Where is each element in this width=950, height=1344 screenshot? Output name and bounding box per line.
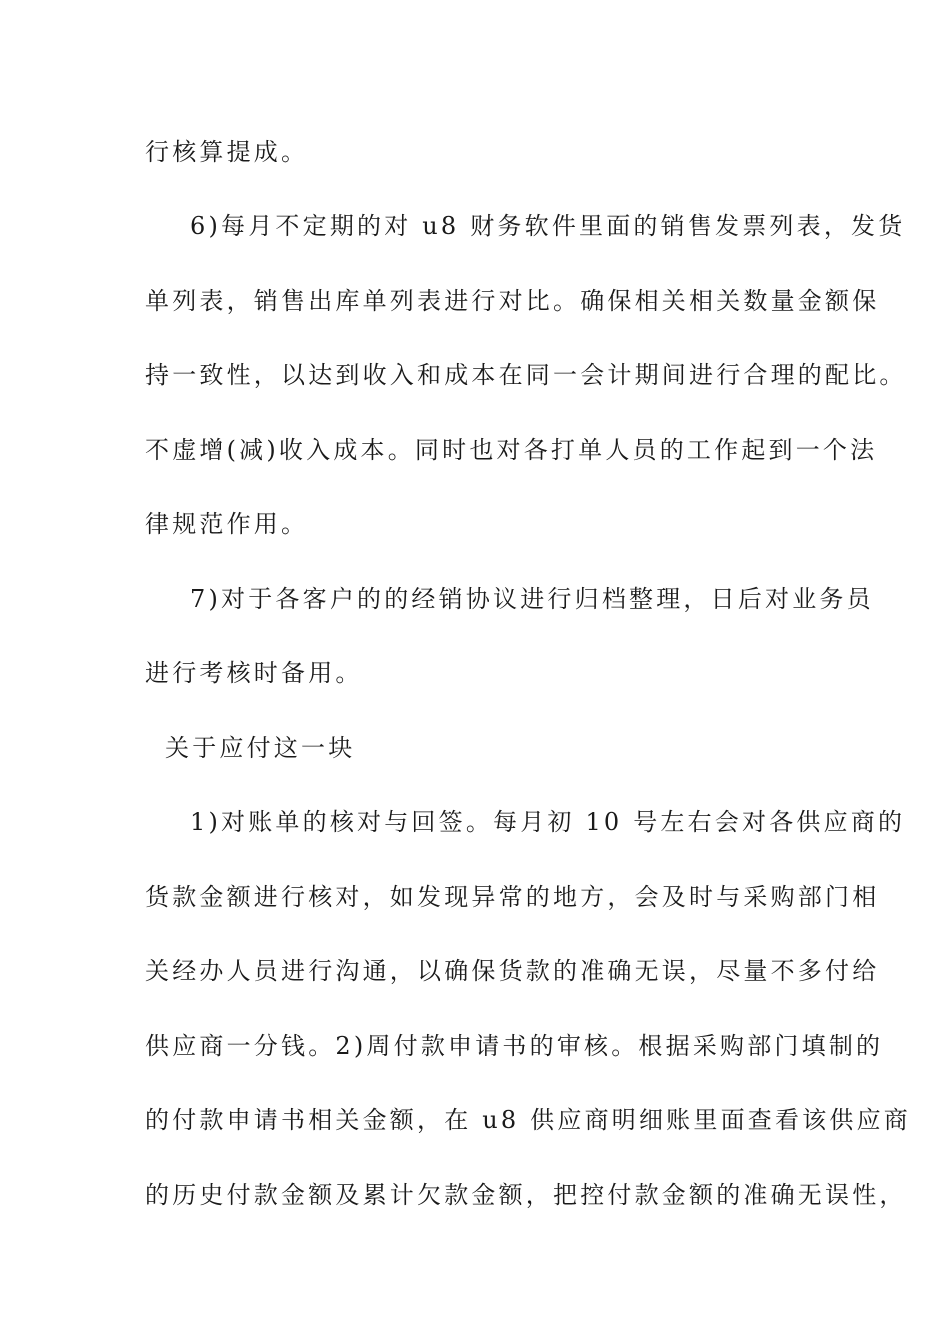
paragraph-line: 7)对于各客户的的经销协议进行归档整理，日后对业务员 (190, 585, 874, 613)
text-line: 的历史付款金额及累计欠款金额，把控付款金额的准确无误性， (145, 1181, 907, 1209)
section-heading: 关于应付这一块 (165, 734, 356, 762)
text-line: 律规范作用。 (145, 510, 309, 538)
text-line: 不虚增(减)收入成本。同时也对各打单人员的工作起到一个法 (145, 436, 878, 464)
text-line: 进行考核时备用。 (145, 659, 363, 687)
text-line: 货款金额进行核对，如发现异常的地方，会及时与采购部门相 (145, 883, 880, 911)
text-line: 行核算提成。 (145, 138, 309, 166)
text-line: 供应商一分钱。2)周付款申请书的审核。根据采购部门填制的 (145, 1032, 884, 1060)
paragraph-line: 6)每月不定期的对 u8 财务软件里面的销售发票列表，发货 (190, 212, 906, 240)
text-line: 关经办人员进行沟通，以确保货款的准确无误，尽量不多付给 (145, 957, 880, 985)
text-line: 单列表，销售出库单列表进行对比。确保相关相关数量金额保 (145, 287, 880, 315)
text-line: 的付款申请书相关金额，在 u8 供应商明细账里面查看该供应商 (145, 1106, 911, 1134)
paragraph-line: 1)对账单的核对与回签。每月初 10 号左右会对各供应商的 (190, 808, 906, 836)
text-line: 持一致性，以达到收入和成本在同一会计期间进行合理的配比。 (145, 361, 907, 389)
